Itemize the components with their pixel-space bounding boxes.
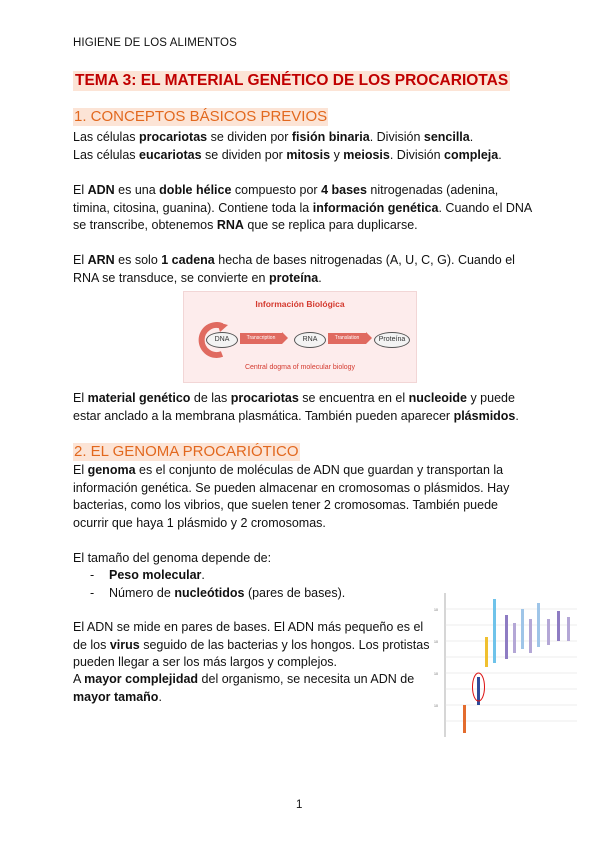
- document-header: HIGIENE DE LOS ALIMENTOS: [73, 37, 237, 49]
- svg-text:10: 10: [434, 672, 438, 676]
- list-item: - Número de nucleótidos (pares de bases).: [90, 585, 346, 600]
- rna-node: RNA: [294, 332, 326, 348]
- line-eucariotas: Las células eucariotas se dividen por mitosis y meiosis. División compleja.: [73, 147, 502, 162]
- paragraph-tamano: El tamaño del genoma depende de:: [73, 551, 272, 565]
- svg-text:10: 10: [434, 640, 438, 644]
- dna-node: DNA: [206, 332, 238, 348]
- line-procariotas: Las células procariotas se dividen por fisión binaria. División sencilla.: [73, 130, 474, 144]
- central-dogma-figure: [183, 291, 417, 383]
- figure-caption: Central dogma of molecular biology: [244, 364, 356, 371]
- paragraph-cell-division: [73, 129, 533, 164]
- section-heading-2: 2. EL GENOMA PROCARIÓTICO: [74, 443, 299, 460]
- paragraph-arn: El ARN es solo 1 cadena hecha de bases nitrogenadas (A, U, C, G). Cuando el RNA se transduce, se convierte en proteína.: [73, 253, 515, 285]
- page-title: TEMA 3: EL MATERIAL GENÉTICO DE LOS PROCARIOTAS: [75, 72, 509, 89]
- translation-arrow: Translation: [328, 333, 366, 344]
- genome-size-chart: [433, 589, 579, 739]
- protein-node: Proteína: [374, 332, 410, 348]
- list-item: - Peso molecular.: [90, 568, 205, 582]
- page-number: 1: [296, 799, 303, 811]
- svg-text:10: 10: [434, 704, 438, 708]
- svg-text:10: 10: [434, 608, 438, 612]
- paragraph-complejidad: A mayor complejidad del organismo, se necesita un ADN de mayor tamaño.: [73, 672, 415, 704]
- section-heading-1: 1. CONCEPTOS BÁSICOS PREVIOS: [74, 108, 328, 125]
- paragraph-mide: El ADN se mide en pares de bases. El ADN más pequeño es el de los virus seguido de las bacterias y los hongos. Los protistas pueden llegar a ser los más largos y complejos.: [73, 620, 430, 669]
- figure-title: Información Biológica: [255, 299, 345, 309]
- paragraph-adn: El ADN es una doble hélice compuesto por 4 bases nitrogenadas (adenina, timina, citosina, guanina). Contiene toda la información genética. Cuando el DNA se transcribe, obtenemos RNA que se replica para duplicarse.: [73, 183, 532, 232]
- transcription-arrow: Transcription: [240, 333, 282, 344]
- paragraph-genoma: El genoma es el conjunto de moléculas de ADN que guardan y transportan la información genética. Se pueden almacenar en cromosomas o plásmidos. Hay bacterias, como los vibrios, que suelen tener 2 cromosomas. También puede ocurrir que haya 1 plásmido y 2 cromosomas.: [73, 463, 510, 530]
- paragraph-material-genetico: El material genético de las procariotas se encuentra en el nucleoide y puede estar anclado a la membrana plasmática. También pueden aparecer plásmidos.: [73, 391, 519, 423]
- size-factors-list: [90, 567, 345, 602]
